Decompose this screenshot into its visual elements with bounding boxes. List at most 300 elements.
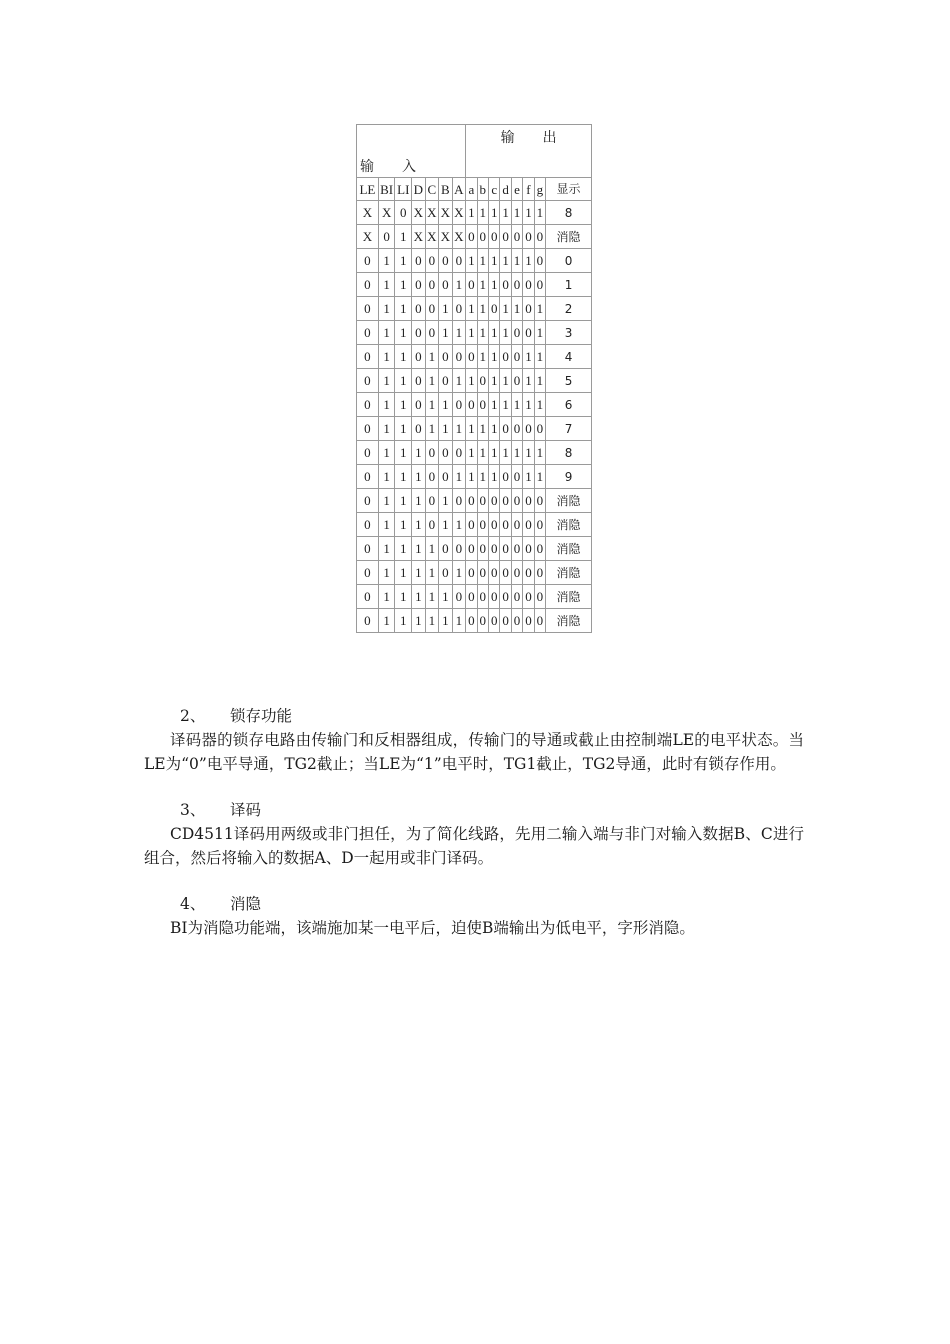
table-cell: 1 [378, 489, 395, 513]
table-cell: 消隐 [546, 513, 592, 537]
table-cell: 1 [477, 249, 488, 273]
section-body: 译码器的锁存电路由传输门和反相器组成，传输门的导通或截止由控制端LE的电平状态。当LE为“0”电平导通，TG2截止；当LE为“1”电平时，TG1截止，TG2导通，此时有锁存作用。 [144, 731, 804, 773]
table-cell: 1 [489, 393, 500, 417]
column-header: g [534, 178, 545, 201]
section-heading [144, 704, 804, 728]
table-cell: 1 [546, 273, 592, 297]
table-cell: 1 [452, 561, 466, 585]
section-number: 4、 [180, 895, 206, 913]
table-cell: 0 [489, 585, 500, 609]
table-cell: 0 [477, 369, 488, 393]
table-cell: 1 [489, 465, 500, 489]
section-number: 2、 [180, 707, 206, 725]
text-sections [144, 704, 804, 962]
table-cell: 1 [534, 441, 545, 465]
table-cell: 0 [357, 489, 379, 513]
table-cell: 1 [439, 609, 453, 633]
output-group-header: 输 出 [466, 125, 592, 178]
table-cell: 0 [511, 609, 522, 633]
table-cell: 0 [412, 297, 426, 321]
table-cell: 消隐 [546, 489, 592, 513]
table-cell: 1 [395, 609, 412, 633]
table-cell: 1 [489, 369, 500, 393]
table-cell: 1 [425, 537, 439, 561]
table-cell: 0 [523, 537, 534, 561]
table-cell: 0 [500, 537, 511, 561]
table-cell: 1 [439, 321, 453, 345]
table-cell: 0 [511, 345, 522, 369]
table-cell: 0 [357, 561, 379, 585]
table-cell: 1 [466, 321, 477, 345]
section-body: BI为消隐功能端，该端施加某一电平后，迫使B端输出为低电平，字形消隐。 [170, 919, 695, 937]
table-cell: 0 [523, 489, 534, 513]
table-cell: 0 [439, 345, 453, 369]
table-cell: 1 [523, 441, 534, 465]
table-cell: 1 [489, 417, 500, 441]
table-cell: 1 [425, 369, 439, 393]
table-cell: 1 [477, 201, 488, 225]
table-cell: 0 [523, 273, 534, 297]
column-header: B [439, 178, 453, 201]
table-cell: X [378, 201, 395, 225]
table-cell: 0 [452, 585, 466, 609]
table-cell: 1 [395, 249, 412, 273]
table-cell: 消隐 [546, 561, 592, 585]
table-row [357, 561, 592, 585]
table-cell: 1 [489, 345, 500, 369]
table-cell: 0 [452, 441, 466, 465]
column-header-row [357, 178, 592, 201]
table-cell: 1 [477, 321, 488, 345]
table-cell: 1 [523, 249, 534, 273]
section-decode [144, 798, 804, 870]
table-cell: 1 [523, 465, 534, 489]
table-cell: 0 [489, 561, 500, 585]
table-cell: X [425, 201, 439, 225]
table-row [357, 585, 592, 609]
column-header: e [511, 178, 522, 201]
table-cell: 0 [489, 609, 500, 633]
table-cell: 1 [395, 489, 412, 513]
table-cell: 1 [425, 345, 439, 369]
table-cell: 0 [357, 417, 379, 441]
table-cell: 1 [395, 321, 412, 345]
table-cell: 0 [500, 417, 511, 441]
table-cell: 1 [489, 441, 500, 465]
table-cell: 1 [439, 393, 453, 417]
column-header: d [500, 178, 511, 201]
table-cell: X [357, 225, 379, 249]
table-cell: 1 [511, 297, 522, 321]
table-cell: 0 [500, 465, 511, 489]
table-row [357, 465, 592, 489]
table-cell: 0 [511, 321, 522, 345]
table-cell: 0 [511, 489, 522, 513]
table-cell: 1 [439, 417, 453, 441]
table-cell: 1 [412, 489, 426, 513]
table-cell: 0 [500, 345, 511, 369]
table-cell: 0 [477, 489, 488, 513]
table-cell: 0 [523, 585, 534, 609]
column-header: a [466, 178, 477, 201]
table-cell: 1 [534, 321, 545, 345]
table-cell: 1 [511, 249, 522, 273]
table-row [357, 249, 592, 273]
table-cell: 1 [425, 393, 439, 417]
table-cell: 0 [477, 585, 488, 609]
table-cell: 1 [511, 441, 522, 465]
table-cell: 1 [412, 465, 426, 489]
table-cell: 1 [439, 585, 453, 609]
table-cell: 0 [523, 609, 534, 633]
table-cell: 1 [378, 369, 395, 393]
table-cell: 0 [466, 489, 477, 513]
truth-table [356, 124, 592, 633]
table-cell: 1 [452, 417, 466, 441]
table-cell: 1 [534, 201, 545, 225]
table-cell: 0 [500, 585, 511, 609]
table-cell: 0 [500, 273, 511, 297]
table-row [357, 273, 592, 297]
table-cell: 0 [511, 465, 522, 489]
table-cell: 0 [357, 297, 379, 321]
truth-table-body [357, 201, 592, 633]
table-cell: 0 [439, 465, 453, 489]
table-cell: 消隐 [546, 585, 592, 609]
table-cell: X [357, 201, 379, 225]
table-row [357, 441, 592, 465]
table-cell: 1 [523, 345, 534, 369]
table-cell: 1 [489, 273, 500, 297]
table-cell: 7 [546, 417, 592, 441]
table-cell: 0 [425, 249, 439, 273]
table-cell: X [452, 201, 466, 225]
table-cell: 0 [425, 297, 439, 321]
table-cell: 1 [500, 297, 511, 321]
table-cell: 1 [466, 249, 477, 273]
table-row [357, 321, 592, 345]
table-cell: 0 [523, 417, 534, 441]
table-cell: 1 [395, 393, 412, 417]
table-cell: 0 [425, 441, 439, 465]
section-title: 消隐 [230, 895, 262, 913]
table-cell: 1 [378, 537, 395, 561]
table-cell: 1 [425, 585, 439, 609]
column-header: D [412, 178, 426, 201]
table-cell: 0 [466, 561, 477, 585]
table-cell: 1 [378, 249, 395, 273]
table-cell: 0 [378, 225, 395, 249]
table-cell: 8 [546, 441, 592, 465]
table-cell: 0 [412, 249, 426, 273]
table-cell: 1 [466, 297, 477, 321]
table-cell: 0 [466, 345, 477, 369]
table-cell: 0 [412, 321, 426, 345]
table-cell: 1 [425, 609, 439, 633]
table-cell: 消隐 [546, 609, 592, 633]
table-cell: 1 [412, 585, 426, 609]
column-header: 显示 [546, 178, 592, 201]
table-cell: 0 [357, 537, 379, 561]
table-cell: X [412, 201, 426, 225]
table-cell: 0 [452, 489, 466, 513]
table-cell: 1 [378, 441, 395, 465]
table-cell: 1 [378, 417, 395, 441]
table-cell: 1 [500, 393, 511, 417]
table-row [357, 489, 592, 513]
table-cell: 0 [412, 369, 426, 393]
table-cell: 1 [500, 369, 511, 393]
column-header: b [477, 178, 488, 201]
table-cell: X [412, 225, 426, 249]
table-cell: 0 [477, 225, 488, 249]
table-cell: 1 [395, 465, 412, 489]
table-cell: 0 [500, 225, 511, 249]
table-cell: 0 [357, 345, 379, 369]
table-cell: 1 [378, 345, 395, 369]
table-cell: 1 [500, 201, 511, 225]
table-row [357, 225, 592, 249]
table-cell: 0 [534, 225, 545, 249]
table-cell: 0 [452, 345, 466, 369]
table-cell: 0 [425, 465, 439, 489]
table-cell: 0 [534, 489, 545, 513]
table-cell: 1 [412, 441, 426, 465]
table-cell: 0 [489, 537, 500, 561]
table-cell: 0 [357, 513, 379, 537]
table-cell: 1 [534, 345, 545, 369]
table-cell: 0 [425, 273, 439, 297]
table-cell: 1 [489, 249, 500, 273]
table-cell: 1 [477, 441, 488, 465]
table-cell: 1 [395, 537, 412, 561]
table-cell: 0 [511, 561, 522, 585]
table-cell: 0 [477, 561, 488, 585]
table-cell: 0 [466, 273, 477, 297]
table-cell: 0 [546, 249, 592, 273]
table-cell: 1 [511, 393, 522, 417]
table-cell: 1 [452, 513, 466, 537]
table-cell: 0 [500, 609, 511, 633]
table-row [357, 393, 592, 417]
table-cell: 0 [357, 609, 379, 633]
table-cell: 1 [439, 489, 453, 513]
table-cell: 1 [477, 297, 488, 321]
table-cell: 0 [500, 513, 511, 537]
column-header: LI [395, 178, 412, 201]
table-cell: 1 [395, 369, 412, 393]
table-row [357, 513, 592, 537]
table-cell: 1 [452, 465, 466, 489]
table-cell: 1 [500, 249, 511, 273]
section-body: CD4511译码用两级或非门担任，为了简化线路，先用二输入端与非门对输入数据B、C进行组合，然后将输入的数据A、D一起用或非门译码。 [144, 825, 804, 867]
column-header: BI [378, 178, 395, 201]
table-cell: 0 [466, 585, 477, 609]
table-cell: 0 [439, 369, 453, 393]
table-cell: 1 [452, 273, 466, 297]
table-cell: 0 [489, 297, 500, 321]
table-cell: 0 [477, 609, 488, 633]
table-cell: 0 [511, 273, 522, 297]
table-cell: 1 [439, 513, 453, 537]
table-cell: 0 [412, 393, 426, 417]
table-cell: 1 [477, 465, 488, 489]
table-cell: 1 [395, 513, 412, 537]
table-cell: 0 [534, 537, 545, 561]
table-cell: 0 [511, 537, 522, 561]
table-cell: 0 [466, 513, 477, 537]
table-cell: 4 [546, 345, 592, 369]
table-cell: 0 [489, 225, 500, 249]
table-cell: 1 [425, 417, 439, 441]
table-cell: 1 [466, 441, 477, 465]
table-cell: 1 [378, 297, 395, 321]
table-cell: 9 [546, 465, 592, 489]
table-cell: 1 [452, 609, 466, 633]
table-cell: 1 [412, 537, 426, 561]
table-cell: 0 [357, 369, 379, 393]
table-cell: X [439, 201, 453, 225]
table-cell: 1 [412, 609, 426, 633]
table-cell: 1 [395, 585, 412, 609]
table-cell: 0 [534, 273, 545, 297]
table-cell: 1 [523, 393, 534, 417]
table-cell: 0 [523, 513, 534, 537]
table-cell: 1 [523, 369, 534, 393]
table-cell: 1 [395, 273, 412, 297]
table-cell: 1 [500, 441, 511, 465]
table-cell: X [439, 225, 453, 249]
table-cell: 1 [395, 345, 412, 369]
table-cell: 0 [357, 585, 379, 609]
table-cell: 0 [511, 585, 522, 609]
table-cell: 1 [378, 585, 395, 609]
table-cell: 0 [534, 585, 545, 609]
table-cell: 0 [412, 345, 426, 369]
table-row [357, 537, 592, 561]
table-cell: 1 [534, 393, 545, 417]
table-cell: 6 [546, 393, 592, 417]
table-cell: 1 [477, 417, 488, 441]
table-cell: 0 [425, 513, 439, 537]
table-cell: 消隐 [546, 537, 592, 561]
table-cell: 0 [395, 201, 412, 225]
table-cell: 0 [452, 249, 466, 273]
table-cell: 0 [412, 417, 426, 441]
table-cell: 0 [511, 225, 522, 249]
input-group-header: 输 入 [357, 125, 466, 178]
table-cell: 8 [546, 201, 592, 225]
table-row [357, 297, 592, 321]
table-cell: 1 [477, 273, 488, 297]
table-cell: 1 [466, 465, 477, 489]
table-cell: 0 [439, 273, 453, 297]
table-cell: 0 [534, 609, 545, 633]
column-header: LE [357, 178, 379, 201]
section-heading [144, 892, 804, 916]
truth-table-figure [356, 124, 592, 628]
table-cell: 1 [378, 393, 395, 417]
table-cell: 1 [477, 345, 488, 369]
table-cell: 0 [523, 225, 534, 249]
table-cell: 0 [534, 417, 545, 441]
table-cell: 1 [412, 513, 426, 537]
table-cell: 0 [425, 321, 439, 345]
table-cell: 0 [489, 489, 500, 513]
table-cell: 1 [534, 369, 545, 393]
table-cell: 0 [452, 297, 466, 321]
table-cell: 1 [439, 297, 453, 321]
table-cell: 1 [534, 465, 545, 489]
table-cell: 1 [378, 465, 395, 489]
table-cell: 5 [546, 369, 592, 393]
table-cell: 0 [357, 321, 379, 345]
section-number: 3、 [180, 801, 206, 819]
table-cell: 0 [357, 393, 379, 417]
table-cell: 2 [546, 297, 592, 321]
table-cell: 1 [425, 561, 439, 585]
table-cell: 1 [378, 273, 395, 297]
table-cell: 0 [511, 417, 522, 441]
table-cell: 1 [466, 417, 477, 441]
table-row [357, 369, 592, 393]
table-cell: 1 [452, 321, 466, 345]
section-title: 锁存功能 [230, 707, 293, 725]
table-cell: 1 [378, 321, 395, 345]
table-cell: 0 [466, 609, 477, 633]
table-row [357, 417, 592, 441]
section-latch [144, 704, 804, 776]
table-cell: 1 [395, 561, 412, 585]
table-cell: 0 [500, 489, 511, 513]
table-cell: 0 [452, 393, 466, 417]
table-cell: 1 [378, 561, 395, 585]
table-cell: 1 [452, 369, 466, 393]
table-cell: 0 [477, 393, 488, 417]
table-cell: 0 [489, 513, 500, 537]
table-cell: 0 [357, 273, 379, 297]
table-cell: 0 [357, 249, 379, 273]
table-cell: 0 [439, 561, 453, 585]
table-cell: 0 [523, 561, 534, 585]
table-cell: 0 [534, 513, 545, 537]
section-blanking [144, 892, 804, 940]
table-cell: 0 [439, 537, 453, 561]
table-cell: 消隐 [546, 225, 592, 249]
table-cell: 0 [477, 513, 488, 537]
table-cell: 1 [489, 321, 500, 345]
table-row [357, 609, 592, 633]
section-title: 译码 [230, 801, 262, 819]
table-cell: 1 [395, 417, 412, 441]
table-cell: 0 [477, 537, 488, 561]
table-cell: 0 [439, 441, 453, 465]
table-cell: 0 [425, 489, 439, 513]
table-cell: 1 [395, 297, 412, 321]
table-cell: 1 [500, 321, 511, 345]
table-cell: 1 [466, 201, 477, 225]
table-cell: 0 [452, 537, 466, 561]
table-cell: 1 [489, 201, 500, 225]
table-cell: 1 [412, 561, 426, 585]
table-cell: 1 [395, 225, 412, 249]
table-cell: 0 [357, 441, 379, 465]
table-cell: 0 [412, 273, 426, 297]
table-cell: 1 [523, 201, 534, 225]
table-cell: 0 [511, 513, 522, 537]
table-cell: 0 [511, 369, 522, 393]
column-header: c [489, 178, 500, 201]
